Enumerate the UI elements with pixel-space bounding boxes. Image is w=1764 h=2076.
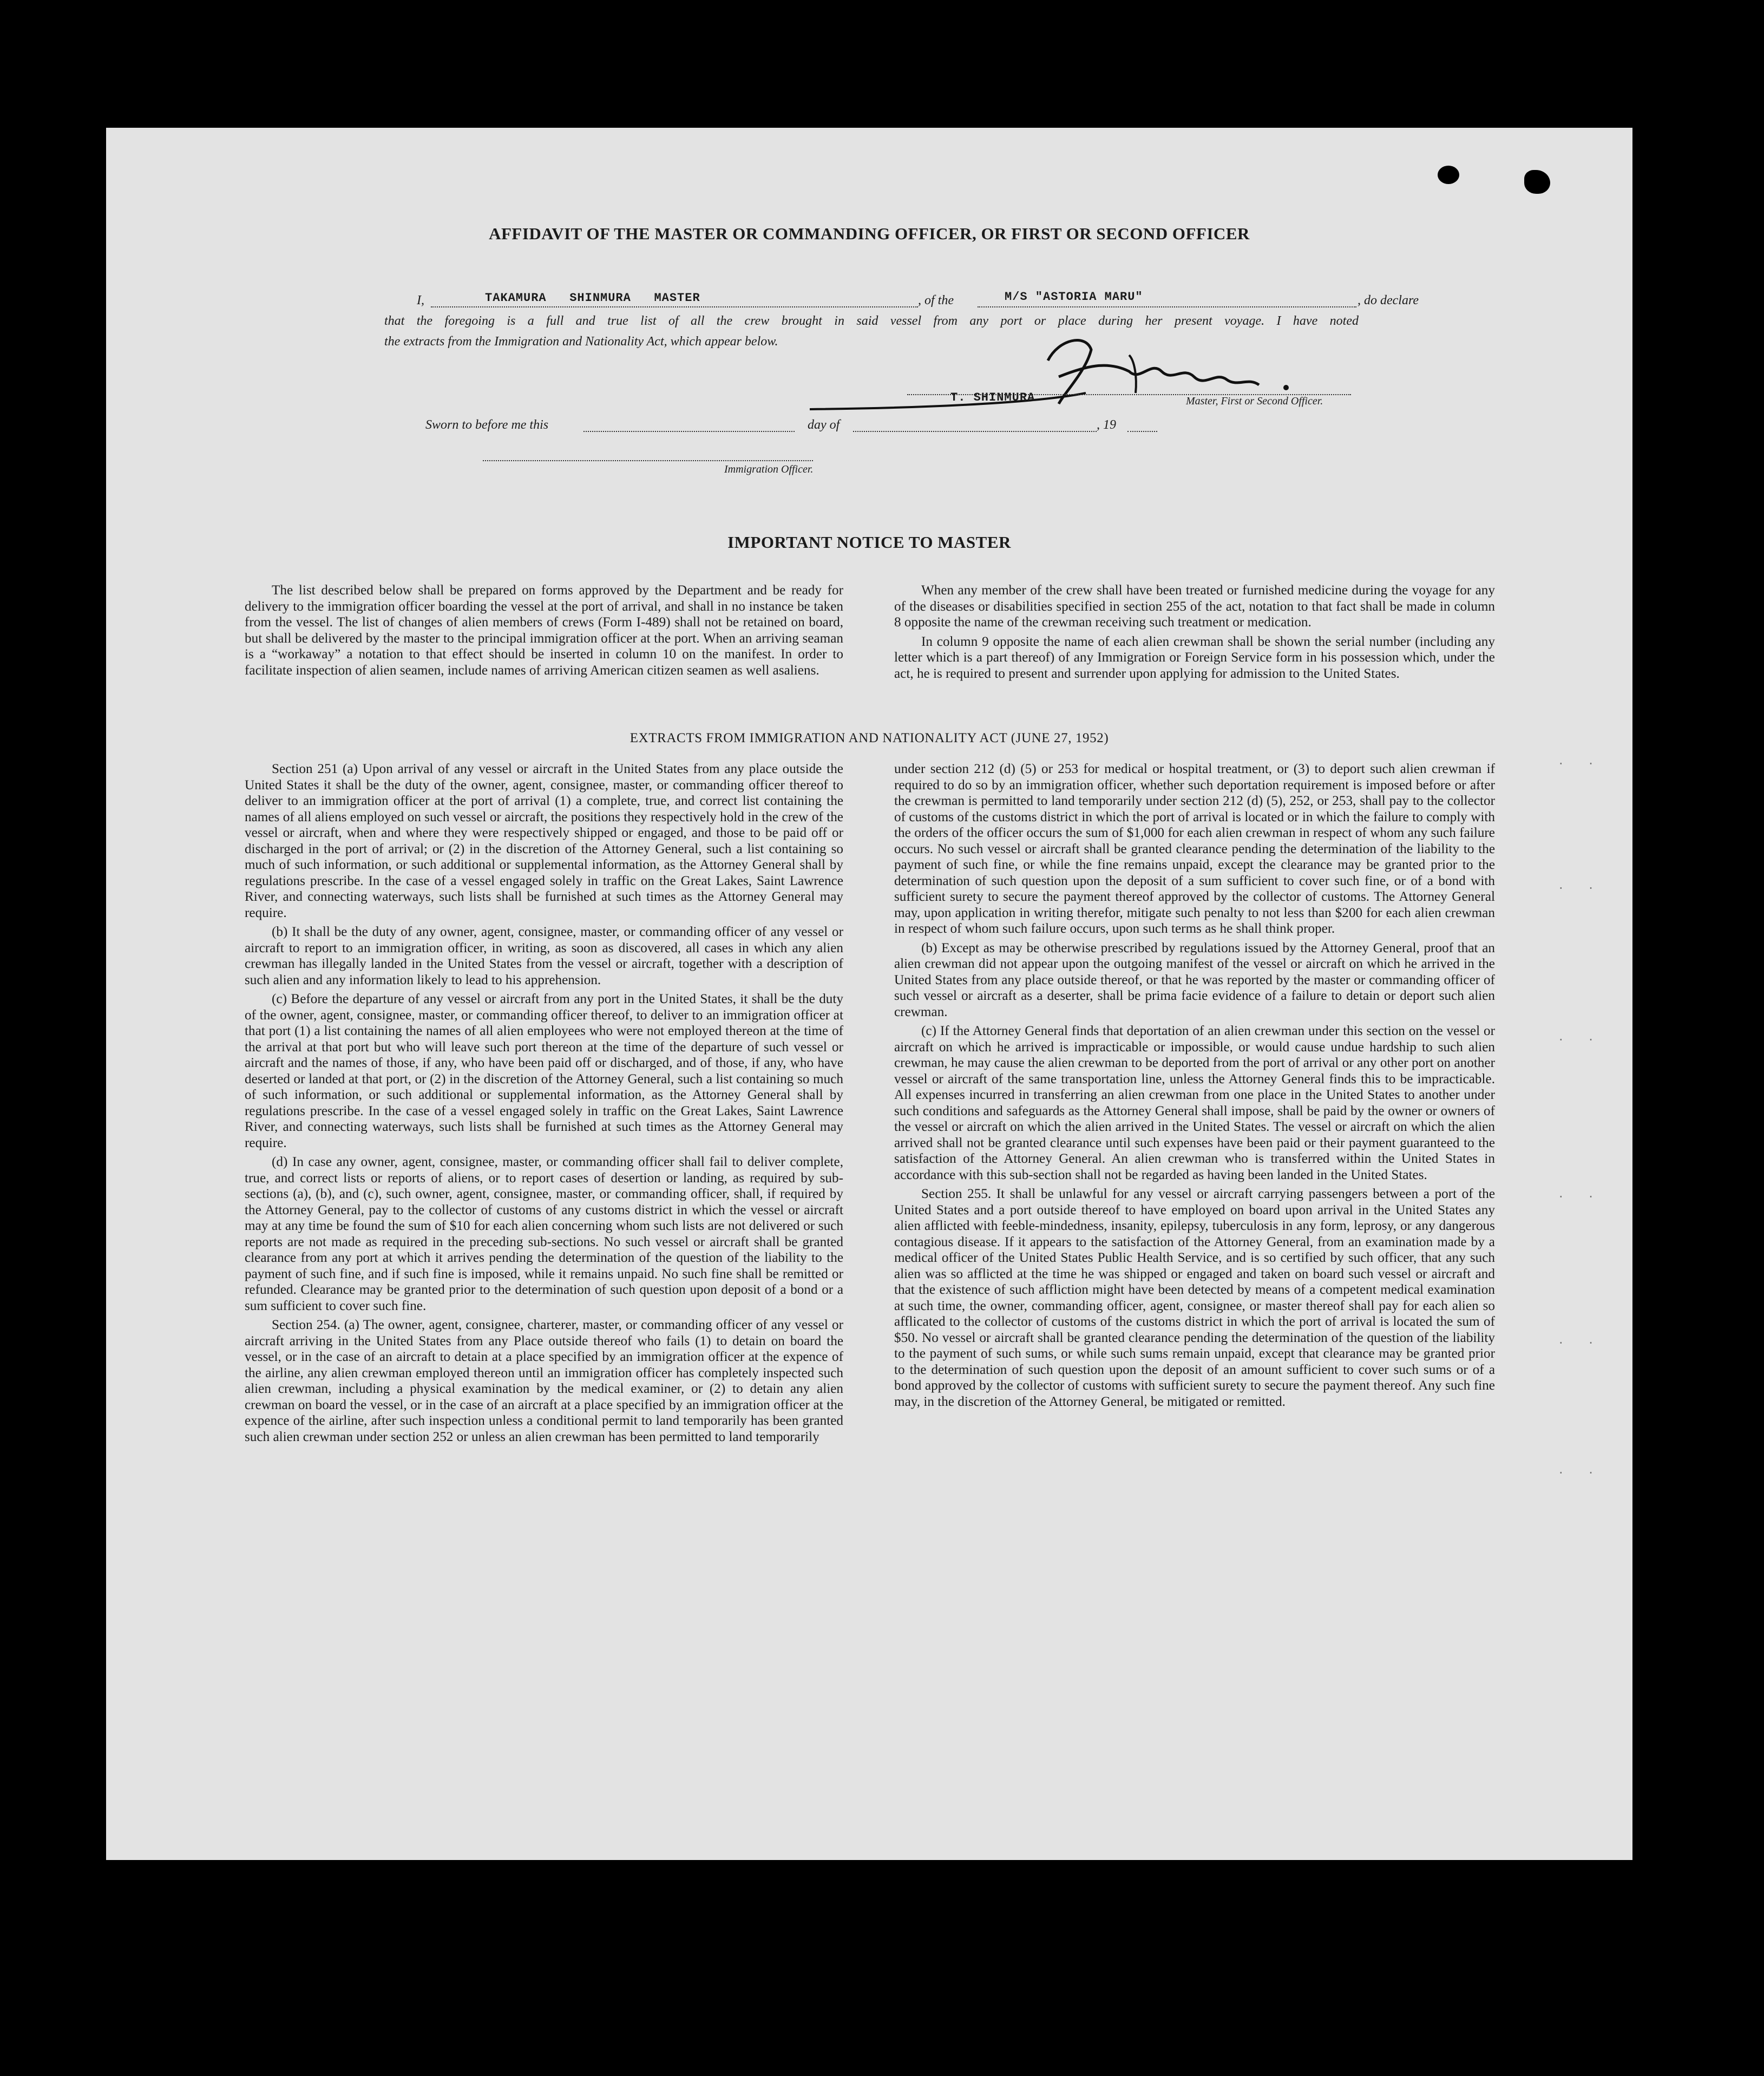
extract-paragraph: (b) Except as may be otherwise prescribed by regulations issued by the Attorney General, proof that an alien crewman did not appear upon the outgoing manifest of the vessel or aircraft on which he arrived in the United States from any place outside thereof, or that he was reported by the master or commanding officer of such vessel or aircraft as a deserter, shall be prima facie evidence of a failure to detain or deport such alien crewman. [894, 940, 1495, 1019]
extract-paragraph: (d) In case any owner, agent, consignee, master, or commanding officer shall fail to deliver complete, true, and correct lists or reports of aliens, or to report cases of desertion or landing, as required by sub-sections (a), (b), and (c), such owner, agent, consignee, master, or commanding officer, shall, if required by the Attorney General, pay to the collector of customs of any customs district in which the vessel or aircraft may at any time be found the sum of $10 for each alien concerning whom such lists are not delivered or such reports are not made as required in the preceding sub-sections. No such vessel or aircraft shall be granted clearance from any port at which it arrives pending the determination of the question of the liability to the payment of such fine, and if such fine is imposed, while it remains unpaid. No such fine shall be remitted or refunded. Clearance may be granted prior to the determination of such question upon deposit of a bond or a sum sufficient to cover such fine. [245, 1155, 843, 1313]
extract-paragraph: Section 254. (a) The owner, agent, consignee, charterer, master, or commanding officer of any vessel or aircraft arriving in the United States from any Place outside thereof who fails (1) to detain on board the vessel, or in the case of an aircraft to detain at a place specified by an immigration officer at the expence of the airline, any alien crewman employed thereon until an immigration officer has completely inspected such alien crewman, including a physical examination by the medical examiner, or (2) to detain any alien crewman on board the vessel, or in the case of an aircraft at a place specified by an immigration officer at the expence of the airline, after such inspection unless a conditional permit to land temporarily has been granted such alien crewman under section 252 or unless an alien crewman has been permitted to land temporarily [245, 1318, 843, 1444]
officer-signature-line [483, 460, 813, 461]
scan-edge-marks: . . [1559, 1029, 1604, 1044]
scan-edge-marks: . . [1559, 1332, 1604, 1347]
sworn-label: Sworn to before me this [425, 418, 549, 432]
day-of-label: day of [808, 418, 840, 432]
i-label: I, [417, 293, 424, 307]
extracts-left-column [245, 761, 843, 1448]
notice-right-column [894, 582, 1495, 685]
extract-paragraph: (c) Before the departure of any vessel or aircraft from any port in the United States, it shall be the duty of the owner, agent, consignee, master, or commanding officer thereof, to deliver to an immigration officer at that port (1) a list containing the names of all alien employees who were not employed thereon at the time of the arrival at that port but who will leave such port thereon at the time of the departure of such vessel or aircraft and the names of those, if any, who have been paid off or discharged, and of those, if any, who have deserted or landed at that port, or (2) in the discretion of the Attorney General, such a list containing so much of such information, or such additional or supplemental information, as the Attorney General shall by regulations prescribe. In the case of a vessel engaged solely in traffic on the Great Lakes, Saint Lawrence River, and connecting waterways, such lists shall be furnished at such times as the Attorney General may require. [245, 992, 843, 1150]
declaration-line-2: that the foregoing is a full and true list of all the crew brought in said vessel from any port or place during her present voyage. I have noted [384, 314, 1359, 328]
notice-left-column [245, 582, 843, 682]
affidavit-title: AFFIDAVIT OF THE MASTER OR COMMANDING OFFICER, OR FIRST OR SECOND OFFICER [489, 224, 1250, 243]
year-label: , 19 [1097, 418, 1116, 432]
notice-right-paragraph-2: In column 9 opposite the name of each alien crewman shall be shown the serial number (including any letter which is a part thereof) of any Immigration or Foreign Service form in his possession which, under the act, he is required to present and surrender upon applying for admission to the United States. [894, 634, 1495, 681]
declaration-line-3: the extracts from the Immigration and Nationality Act, which appear below. [384, 335, 778, 349]
vessel-field: M/S "ASTORIA MARU" [1005, 290, 1143, 304]
scan-edge-marks: . . [1559, 1462, 1604, 1477]
notice-title: IMPORTANT NOTICE TO MASTER [727, 533, 1011, 552]
extract-paragraph: Section 255. It shall be unlawful for any vessel or aircraft carrying passengers between a port of the United States and a port outside thereof to have employed on board upon arrival in the United States any alien afflicted with feeble-mindedness, insanity, epilepsy, tuberculosis in any form, leprosy, or any dangerous contagious disease. If it appears to the satisfaction of the Attorney General, from an examination made by a medical officer of the United States Public Health Service, and is so certified by such officer, that any such alien was so afflicted at the time he was shipped or engaged and taken on board such vessel or aircraft and that the existence of such affliction might have been detected by means of a competent medical examination at such time, the owner, commanding officer, agent, consignee, or master thereof shall pay for each alien so afflicated to the collector of customs of the customs district in which the port of arrival is located the sum of $50. No vessel or aircraft shall be granted clearance pending the determination of the question of the liability to the payment of such sums, or while such sums remain unpaid, except that clearance may be granted prior to the determination of such question upon the deposit of an amount sufficient to cover such sums or of a bond approved by the collector of customs with sufficient surety to secure the payment thereof. Any such fine may, in the discretion of the Attorney General, be mitigated or remitted. [894, 1187, 1495, 1409]
signature-caption: Master, First or Second Officer. [1186, 395, 1323, 407]
year-line [1127, 431, 1157, 432]
declare-label: , do declare [1358, 293, 1419, 307]
officer-caption: Immigration Officer. [724, 463, 814, 475]
extracts-title: EXTRACTS FROM IMMIGRATION AND NATIONALITY ACT (JUNE 27, 1952) [629, 731, 1109, 745]
extracts-right-column [894, 761, 1495, 1413]
sworn-date-line [583, 431, 795, 432]
of-the-label: , of the [918, 293, 954, 307]
scan-edge-marks: . . [1559, 1186, 1604, 1201]
extract-paragraph: under section 212 (d) (5) or 253 for medical or hospital treatment, or (3) to deport such alien crewman if required to do so by an immigration officer, whether such deportation requirement is imposed before or after the crewman is permitted to land temporarily under section 212 (d) (5), 252, or 253, shall pay to the collector of customs of the customs district in which the port of arrival is located or in which the failure to comply with the orders of the officer occurs the sum of $1,000 for each alien crewman in respect of whom any such failure occurs. No such vessel or aircraft shall be granted clearance pending the determination of the liability to the payment of such fine, or while the fine remains unpaid, except the clearance may be granted prior to the determination of such question upon the deposit of a sum sufficient to cover such fine, or of a bond with sufficient surety to secure the payment thereof approved by the collector of customs. The Attorney General may, upon application in writing therefor, mitigate such penalty to not less than $200 for each alien crewman in respect of whom such failure occurs, upon such terms as he shall think proper. [894, 762, 1495, 936]
notice-left-paragraph: The list described below shall be prepared on forms approved by the Department and be ready for delivery to the immigration officer boarding the vessel at the port of arrival, and shall in no instance be taken from the vessel. The list of changes of alien members of crews (Form I-489) shall not be retained on board, but shall be delivered by the master to the principal immigration officer at the port. When an arriving seaman is a “workaway” a notation to that effect should be inserted in column 10 on the manifest. In order to facilitate inspection of alien seamen, include names of arriving American citizen seamen as well asaliens. [245, 583, 843, 678]
extract-paragraph: (b) It shall be the duty of any owner, agent, consignee, master, or commanding officer of any vessel or aircraft to report to an immigration officer, in writing, as soon as discovered, all cases in which any alien crewman has illegally landed in the United States from the vessel or aircraft, together with a description of such alien and any information likely to lead to his apprehension. [245, 925, 843, 987]
ink-blot [1438, 166, 1459, 184]
document-page [106, 128, 1632, 1860]
scan-edge-marks: . . [1559, 877, 1604, 892]
ink-blot [1524, 170, 1550, 194]
vessel-line [978, 306, 1356, 307]
name-field: TAKAMURA SHINMURA MASTER [485, 291, 700, 305]
extract-paragraph: Section 251 (a) Upon arrival of any vessel or aircraft in the United States from any place outside the United States it shall be the duty of the owner, agent, consignee, master, or commanding officer thereof to deliver to an immigration officer at the port of arrival (1) a complete, true, and correct list containing the names of all aliens employed on such vessel or aircraft, the positions they respectively hold in the crew of the vessel or aircraft, when and where they were respectively shipped or engaged, and those to be paid off or discharged in the port of arrival; or (2) in the discretion of the Attorney General, such a list containing so much of such information, or such additional or supplemental information, as the Attorney General shall by regulations prescribe. In the case of a vessel engaged solely in traffic on the Great Lakes, Saint Lawrence River, and connecting waterways, such lists shall be furnished at such times as the Attorney General may require. [245, 762, 843, 920]
extract-paragraph: (c) If the Attorney General finds that deportation of an alien crewman under this section on the vessel or aircraft on which he arrived is impracticable or impossible, or would cause undue hardship to such alien crewman, he may cause the alien crewman to be deported from the port of arrival or any other port on another vessel or aircraft of the same transportation line, unless the Attorney General finds this to be impracticable. All expenses incurred in transferring an alien crewman from one place in the United States to another under such conditions and safeguards as the Attorney General shall impose, shall be paid by the owner or owners of the vessel or aircraft on which the alien arrived in the United States. The vessel or aircraft on which the alien arrived shall not be granted clearance until such expenses have been paid or their payment guaranteed to the satisfaction of the Attorney General. An alien crewman who is transferred within the United States in accordance with this sub-section shall not be regarded as having been landed in the United States. [894, 1024, 1495, 1182]
name-line [431, 306, 918, 307]
scan-edge-marks: . . [1559, 752, 1604, 768]
month-line [853, 431, 1097, 432]
notice-right-paragraph-1: When any member of the crew shall have been treated or furnished medicine during the voyage for any of the diseases or disabilities specified in section 255 of the act, notation to that fact shall be made in column 8 opposite the name of the crewman receiving such treatment or medication. [894, 583, 1495, 630]
signature-typed-name: T. SHINMURA [950, 391, 1035, 404]
